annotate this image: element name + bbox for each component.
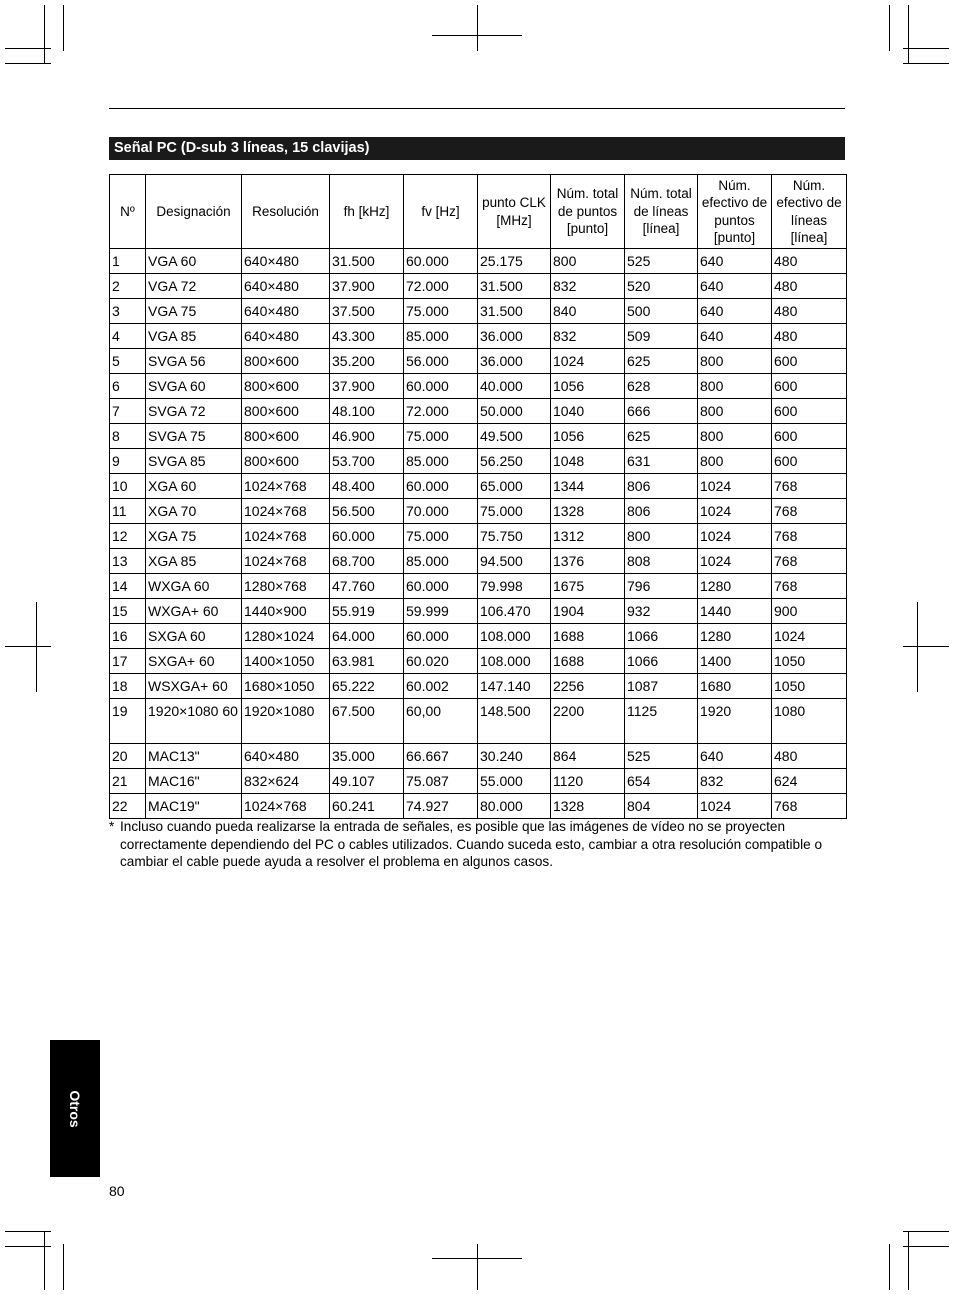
- table-cell: XGA 75: [146, 524, 242, 549]
- column-header: fv [Hz]: [404, 175, 478, 249]
- table-cell: 900: [772, 599, 847, 624]
- table-cell: 800: [625, 524, 698, 549]
- table-cell: 12: [110, 524, 146, 549]
- table-cell: 1680×1050: [242, 674, 330, 699]
- table-cell: 666: [625, 399, 698, 424]
- table-cell: 1920×1080: [242, 699, 330, 744]
- table-cell: 628: [625, 374, 698, 399]
- table-cell: 500: [625, 299, 698, 324]
- table-cell: 85.000: [404, 449, 478, 474]
- table-cell: 525: [625, 744, 698, 769]
- table-cell: 75.000: [404, 524, 478, 549]
- table-cell: 147.140: [478, 674, 551, 699]
- column-header: Resolución: [242, 175, 330, 249]
- table-cell: 800: [698, 449, 772, 474]
- table-cell: 1328: [551, 499, 625, 524]
- table-cell: 10: [110, 474, 146, 499]
- table-header-row: [110, 175, 847, 249]
- table-cell: 53.700: [330, 449, 404, 474]
- table-row: [110, 549, 847, 574]
- table-cell: 806: [625, 474, 698, 499]
- table-cell: 108.000: [478, 624, 551, 649]
- table-cell: 30.240: [478, 744, 551, 769]
- table-cell: 631: [625, 449, 698, 474]
- table-cell: 2256: [551, 674, 625, 699]
- table-cell: 60.000: [330, 524, 404, 549]
- table-cell: 50.000: [478, 399, 551, 424]
- table-cell: 75.750: [478, 524, 551, 549]
- crop-mark: [44, 1231, 45, 1290]
- table-cell: SVGA 85: [146, 449, 242, 474]
- table-row: [110, 324, 847, 349]
- table-cell: 9: [110, 449, 146, 474]
- table-body: [110, 249, 847, 819]
- table-cell: 1920: [698, 699, 772, 744]
- column-header: punto CLK [MHz]: [478, 175, 551, 249]
- table-cell: 1024: [698, 549, 772, 574]
- table-cell: 64.000: [330, 624, 404, 649]
- table-cell: 625: [625, 424, 698, 449]
- crop-mark: [889, 1244, 890, 1290]
- table-cell: 768: [772, 549, 847, 574]
- table-cell: 654: [625, 769, 698, 794]
- table-cell: 60.000: [404, 249, 478, 274]
- table-cell: 1440: [698, 599, 772, 624]
- table-cell: 520: [625, 274, 698, 299]
- table-cell: 47.760: [330, 574, 404, 599]
- table-cell: 808: [625, 549, 698, 574]
- table-row: [110, 349, 847, 374]
- table-cell: 800×600: [242, 349, 330, 374]
- table-cell: 800: [698, 349, 772, 374]
- table-cell: 1056: [551, 424, 625, 449]
- table-row: [110, 249, 847, 274]
- table-cell: 1440×900: [242, 599, 330, 624]
- table-cell: 35.200: [330, 349, 404, 374]
- table-cell: 932: [625, 599, 698, 624]
- column-header: Núm. total de puntos [punto]: [551, 175, 625, 249]
- table-cell: 800×600: [242, 449, 330, 474]
- table-cell: 36.000: [478, 349, 551, 374]
- table-cell: 1080: [772, 699, 847, 744]
- table-cell: 1024: [772, 624, 847, 649]
- table-cell: 60.020: [404, 649, 478, 674]
- table-row: [110, 274, 847, 299]
- table-cell: 70.000: [404, 499, 478, 524]
- table-cell: XGA 60: [146, 474, 242, 499]
- table-row: [110, 299, 847, 324]
- table-cell: 14: [110, 574, 146, 599]
- table-cell: 8: [110, 424, 146, 449]
- table-row: [110, 574, 847, 599]
- crop-mark: [903, 63, 949, 64]
- table-cell: 79.998: [478, 574, 551, 599]
- table-cell: 18: [110, 674, 146, 699]
- table-cell: 1688: [551, 649, 625, 674]
- table-cell: 768: [772, 499, 847, 524]
- table-cell: 800: [698, 374, 772, 399]
- crop-mark: [5, 646, 51, 647]
- table-cell: 1024: [698, 524, 772, 549]
- table-cell: 60,00: [404, 699, 478, 744]
- table-row: [110, 624, 847, 649]
- table-cell: 800×600: [242, 399, 330, 424]
- table-cell: 625: [625, 349, 698, 374]
- table-cell: 640: [698, 744, 772, 769]
- table-row: [110, 794, 847, 819]
- table-cell: 1024: [698, 499, 772, 524]
- table-cell: 832: [551, 274, 625, 299]
- crop-mark: [36, 602, 37, 692]
- crop-mark: [63, 1244, 64, 1290]
- table-cell: 768: [772, 794, 847, 819]
- table-cell: SXGA 60: [146, 624, 242, 649]
- table-cell: 832: [551, 324, 625, 349]
- table-cell: 17: [110, 649, 146, 674]
- table-cell: MAC13": [146, 744, 242, 769]
- table-cell: 1024×768: [242, 524, 330, 549]
- table-cell: 56.000: [404, 349, 478, 374]
- table-cell: 22: [110, 794, 146, 819]
- crop-mark: [903, 1231, 949, 1232]
- table-cell: SXGA+ 60: [146, 649, 242, 674]
- table-cell: 640×480: [242, 299, 330, 324]
- table-cell: 832: [698, 769, 772, 794]
- table-cell: 840: [551, 299, 625, 324]
- table-cell: 49.500: [478, 424, 551, 449]
- crop-mark: [908, 1231, 909, 1290]
- table-cell: 2: [110, 274, 146, 299]
- table-cell: 1040: [551, 399, 625, 424]
- table-cell: 600: [772, 374, 847, 399]
- table-cell: 80.000: [478, 794, 551, 819]
- crop-mark: [903, 1246, 949, 1247]
- table-cell: 68.700: [330, 549, 404, 574]
- table-cell: 1920×1080 60: [146, 699, 242, 744]
- table-cell: 1280×1024: [242, 624, 330, 649]
- table-cell: 640×480: [242, 274, 330, 299]
- table-cell: 1024×768: [242, 794, 330, 819]
- table-cell: 21: [110, 769, 146, 794]
- table-cell: 1024×768: [242, 474, 330, 499]
- table-cell: WXGA 60: [146, 574, 242, 599]
- table-cell: 1066: [625, 649, 698, 674]
- table-cell: 31.500: [478, 274, 551, 299]
- table-row: [110, 449, 847, 474]
- table-cell: 832×624: [242, 769, 330, 794]
- table-cell: 1328: [551, 794, 625, 819]
- table-cell: 1066: [625, 624, 698, 649]
- table-cell: SVGA 60: [146, 374, 242, 399]
- table-cell: 2200: [551, 699, 625, 744]
- table-cell: 3: [110, 299, 146, 324]
- table-cell: 46.900: [330, 424, 404, 449]
- table-cell: 1280: [698, 624, 772, 649]
- table-cell: 480: [772, 324, 847, 349]
- table-row: [110, 599, 847, 624]
- table-row: [110, 524, 847, 549]
- table-cell: 600: [772, 399, 847, 424]
- table-cell: 800: [698, 424, 772, 449]
- table-row: [110, 699, 847, 744]
- table-cell: 4: [110, 324, 146, 349]
- table-cell: 640: [698, 299, 772, 324]
- table-cell: 800: [551, 249, 625, 274]
- column-header: Nº: [110, 175, 146, 249]
- table-cell: 25.175: [478, 249, 551, 274]
- table-cell: 59.999: [404, 599, 478, 624]
- table-cell: 36.000: [478, 324, 551, 349]
- table-row: [110, 674, 847, 699]
- table-cell: 640×480: [242, 249, 330, 274]
- table-cell: 1675: [551, 574, 625, 599]
- table-cell: 7: [110, 399, 146, 424]
- table-cell: 640: [698, 249, 772, 274]
- table-cell: 60.000: [404, 374, 478, 399]
- table-cell: 40.000: [478, 374, 551, 399]
- page-number: 80: [109, 1183, 125, 1199]
- table-cell: 72.000: [404, 399, 478, 424]
- table-cell: 600: [772, 449, 847, 474]
- table-cell: 11: [110, 499, 146, 524]
- table-cell: 806: [625, 499, 698, 524]
- table-cell: 148.500: [478, 699, 551, 744]
- table-cell: 1024: [551, 349, 625, 374]
- table-cell: 56.500: [330, 499, 404, 524]
- table-cell: SVGA 72: [146, 399, 242, 424]
- signal-table: [109, 174, 847, 819]
- table-cell: 640: [698, 274, 772, 299]
- table-cell: 37.500: [330, 299, 404, 324]
- table-cell: 75.087: [404, 769, 478, 794]
- column-header: Designación: [146, 175, 242, 249]
- table-cell: 1280×768: [242, 574, 330, 599]
- table-cell: 48.400: [330, 474, 404, 499]
- footnote-marker: *: [109, 819, 115, 834]
- table-cell: 525: [625, 249, 698, 274]
- table-cell: 55.000: [478, 769, 551, 794]
- table-cell: 640: [698, 324, 772, 349]
- table-cell: VGA 60: [146, 249, 242, 274]
- table-row: [110, 769, 847, 794]
- table-cell: 1400×1050: [242, 649, 330, 674]
- table-cell: 1904: [551, 599, 625, 624]
- table-cell: 1376: [551, 549, 625, 574]
- table-cell: 60.241: [330, 794, 404, 819]
- table-cell: 1024×768: [242, 549, 330, 574]
- table-cell: 1344: [551, 474, 625, 499]
- table-cell: 804: [625, 794, 698, 819]
- table-cell: 1120: [551, 769, 625, 794]
- table-cell: 768: [772, 474, 847, 499]
- table-cell: 75.000: [404, 424, 478, 449]
- table-cell: 1125: [625, 699, 698, 744]
- table-cell: 72.000: [404, 274, 478, 299]
- table-cell: 624: [772, 769, 847, 794]
- crop-mark: [917, 602, 918, 692]
- crop-mark: [903, 48, 949, 49]
- table-cell: 1024: [698, 474, 772, 499]
- table-cell: 800×600: [242, 374, 330, 399]
- table-cell: 1048: [551, 449, 625, 474]
- table-cell: 85.000: [404, 324, 478, 349]
- table-cell: 6: [110, 374, 146, 399]
- table-cell: 55.919: [330, 599, 404, 624]
- crop-mark: [5, 63, 51, 64]
- table-cell: VGA 75: [146, 299, 242, 324]
- crop-mark: [5, 1231, 51, 1232]
- crop-mark: [908, 5, 909, 64]
- table-cell: 48.100: [330, 399, 404, 424]
- table-cell: 43.300: [330, 324, 404, 349]
- table-cell: 60.000: [404, 574, 478, 599]
- table-row: [110, 499, 847, 524]
- table-cell: 35.000: [330, 744, 404, 769]
- table-cell: 67.500: [330, 699, 404, 744]
- table-cell: 1400: [698, 649, 772, 674]
- table-cell: 75.000: [478, 499, 551, 524]
- side-tab-label: Otros: [67, 1089, 83, 1128]
- table-cell: 60.002: [404, 674, 478, 699]
- table-cell: SVGA 75: [146, 424, 242, 449]
- table-cell: 65.000: [478, 474, 551, 499]
- table-cell: 66.667: [404, 744, 478, 769]
- table-cell: 74.927: [404, 794, 478, 819]
- crop-mark: [477, 1244, 478, 1290]
- table-cell: 600: [772, 424, 847, 449]
- table-cell: 63.981: [330, 649, 404, 674]
- table-cell: 864: [551, 744, 625, 769]
- table-row: [110, 649, 847, 674]
- table-cell: XGA 85: [146, 549, 242, 574]
- column-header: Núm. total de líneas [línea]: [625, 175, 698, 249]
- table-cell: 1024×768: [242, 499, 330, 524]
- table-cell: 106.470: [478, 599, 551, 624]
- table-cell: 1280: [698, 574, 772, 599]
- table-cell: 37.900: [330, 374, 404, 399]
- table-cell: 85.000: [404, 549, 478, 574]
- table-cell: 94.500: [478, 549, 551, 574]
- table-cell: WSXGA+ 60: [146, 674, 242, 699]
- table-cell: VGA 85: [146, 324, 242, 349]
- table-cell: 31.500: [478, 299, 551, 324]
- table-cell: 75.000: [404, 299, 478, 324]
- table-row: [110, 474, 847, 499]
- table-cell: 480: [772, 744, 847, 769]
- table-cell: 640×480: [242, 744, 330, 769]
- table-cell: 768: [772, 574, 847, 599]
- table-cell: SVGA 56: [146, 349, 242, 374]
- column-header: Núm. efectivo de líneas [línea]: [772, 175, 847, 249]
- table-cell: 37.900: [330, 274, 404, 299]
- table-cell: 600: [772, 349, 847, 374]
- table-cell: 1: [110, 249, 146, 274]
- table-cell: 1312: [551, 524, 625, 549]
- table-cell: 1024: [698, 794, 772, 819]
- table-cell: 480: [772, 299, 847, 324]
- side-tab: [50, 1040, 100, 1177]
- table-cell: 5: [110, 349, 146, 374]
- table-cell: 800×600: [242, 424, 330, 449]
- table-cell: XGA 70: [146, 499, 242, 524]
- header-rule: [109, 108, 845, 109]
- table-cell: 768: [772, 524, 847, 549]
- footnote: [109, 818, 849, 871]
- table-cell: MAC16": [146, 769, 242, 794]
- table-cell: 1680: [698, 674, 772, 699]
- table-cell: 13: [110, 549, 146, 574]
- table-cell: WXGA+ 60: [146, 599, 242, 624]
- column-header: Núm. efectivo de puntos [punto]: [698, 175, 772, 249]
- table-cell: 60.000: [404, 624, 478, 649]
- table-cell: 49.107: [330, 769, 404, 794]
- section-title: Señal PC (D-sub 3 líneas, 15 clavijas): [109, 137, 845, 160]
- footnote-text: Incluso cuando pueda realizarse la entrada de señales, es posible que las imágenes de vídeo no se proyecten correctamente dependiendo del PC o cables utilizados. Cuando suceda esto, cambiar a otra resolución compatible o cambiar el cable puede ayuda a resolver el problema en algunos casos.: [120, 819, 823, 869]
- table-cell: 16: [110, 624, 146, 649]
- table-cell: 108.000: [478, 649, 551, 674]
- table-row: [110, 744, 847, 769]
- table-cell: 640×480: [242, 324, 330, 349]
- table-cell: VGA 72: [146, 274, 242, 299]
- table-cell: 1056: [551, 374, 625, 399]
- crop-mark: [889, 5, 890, 51]
- table-cell: 56.250: [478, 449, 551, 474]
- table-cell: 1050: [772, 649, 847, 674]
- table-cell: MAC19": [146, 794, 242, 819]
- table-cell: 15: [110, 599, 146, 624]
- table-cell: 65.222: [330, 674, 404, 699]
- table-row: [110, 399, 847, 424]
- table-cell: 60.000: [404, 474, 478, 499]
- crop-mark: [903, 646, 949, 647]
- table-row: [110, 374, 847, 399]
- crop-mark: [477, 5, 478, 51]
- table-cell: 1050: [772, 674, 847, 699]
- table-cell: 20: [110, 744, 146, 769]
- crop-mark: [44, 5, 45, 64]
- table-cell: 1688: [551, 624, 625, 649]
- column-header: fh [kHz]: [330, 175, 404, 249]
- table-cell: 31.500: [330, 249, 404, 274]
- table-cell: 1087: [625, 674, 698, 699]
- table-cell: 800: [698, 399, 772, 424]
- table-cell: 509: [625, 324, 698, 349]
- table-cell: 480: [772, 249, 847, 274]
- table-row: [110, 424, 847, 449]
- crop-mark: [63, 5, 64, 51]
- table-cell: 19: [110, 699, 146, 744]
- table-cell: 480: [772, 274, 847, 299]
- table-cell: 796: [625, 574, 698, 599]
